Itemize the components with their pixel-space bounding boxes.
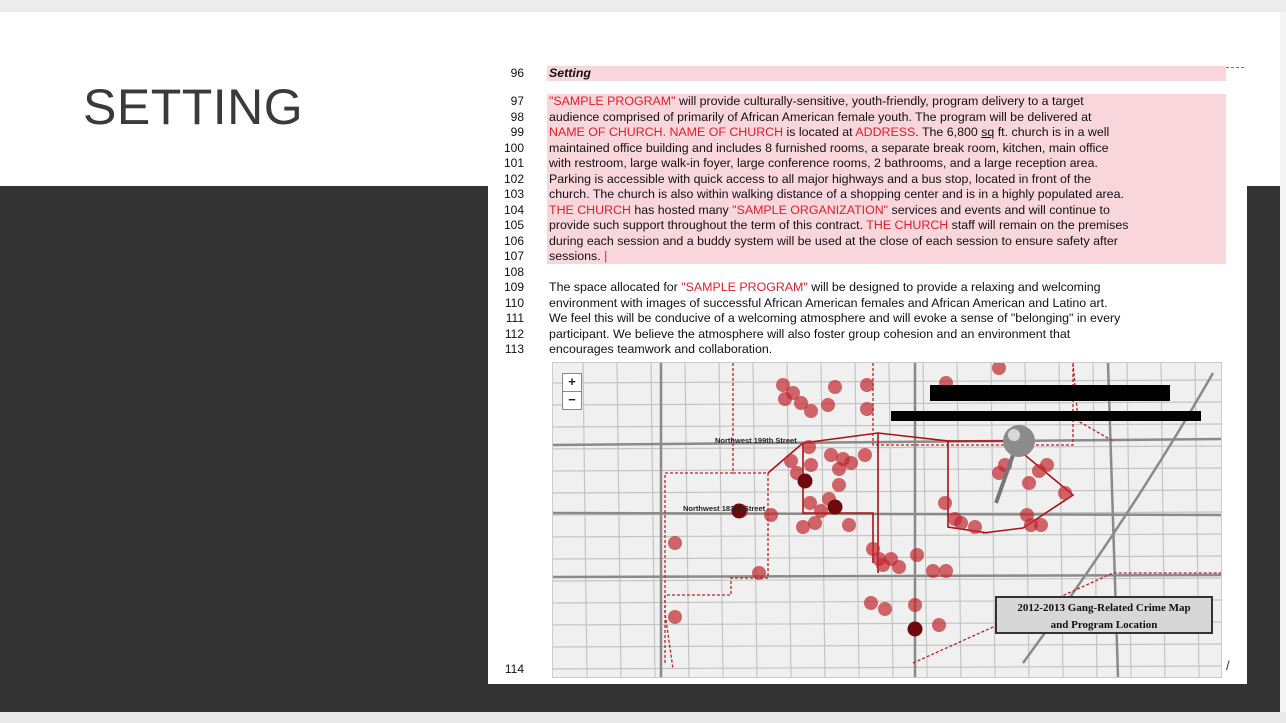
text-line: church. The church is also within walking distance of a shopping center and is in a highly populated area. xyxy=(549,187,1124,201)
crime-dot xyxy=(832,478,846,492)
crime-dot xyxy=(828,500,843,515)
line-number: 100 xyxy=(503,140,524,155)
line-number: 106 xyxy=(503,233,524,248)
crime-dot xyxy=(804,404,818,418)
redaction-bar xyxy=(891,411,1201,421)
crime-dot xyxy=(796,520,810,534)
slide-title: SETTING xyxy=(83,79,304,135)
text-line: encourages teamwork and collaboration. xyxy=(549,342,773,356)
line-number: 111 xyxy=(505,311,524,325)
zoom-in-button[interactable]: + xyxy=(562,373,582,392)
line-number: 102 xyxy=(503,171,524,186)
crime-dot xyxy=(864,596,878,610)
text-line: The space allocated for "SAMPLE PROGRAM" will be designed to provide a relaxing and welcoming xyxy=(549,280,1101,294)
text-line: "SAMPLE PROGRAM" will provide culturally-sensitive, youth-friendly, program delivery to a target xyxy=(549,94,1084,108)
line-number: 104 xyxy=(503,202,524,217)
map-legend xyxy=(995,596,1213,634)
crime-dot xyxy=(814,504,828,518)
text-line: We feel this will be conducive of a welcoming atmosphere and will evoke a sense of "belonging" in every xyxy=(549,311,1121,325)
line-end-mark: / xyxy=(1226,658,1230,673)
crime-dot xyxy=(1022,476,1036,490)
crime-dot xyxy=(1058,486,1072,500)
crime-dot xyxy=(804,458,818,472)
crime-dot xyxy=(954,516,968,530)
legend-subtitle: and Program Location xyxy=(1050,619,1158,631)
line-number: 96 xyxy=(510,66,524,80)
text-line: participant. We believe the atmosphere will also foster group cohesion and an environment that xyxy=(549,326,1071,341)
crime-dot xyxy=(802,440,816,454)
crime-dot xyxy=(1040,458,1054,472)
legend-title: 2012-2013 Gang-Related Crime Map xyxy=(1017,602,1191,614)
line-number: 113 xyxy=(504,342,524,356)
crime-dot xyxy=(798,474,813,489)
crime-dot xyxy=(1034,518,1048,532)
section-heading: Setting xyxy=(549,66,591,80)
vertical-scrollbar[interactable] xyxy=(1280,12,1286,712)
line-number: 97 xyxy=(510,94,524,108)
line-number: 114 xyxy=(504,662,524,676)
street-label: Northwest 183rd Street xyxy=(683,504,766,513)
highlight-setting xyxy=(547,66,1226,81)
line-number: 108 xyxy=(503,264,524,279)
text-line: sessions. | xyxy=(549,249,608,263)
line-number: 110 xyxy=(504,295,524,310)
crime-dot xyxy=(908,622,923,637)
text-line: environment with images of successful African American females and African American and Latino art. xyxy=(549,295,1108,310)
text-line: NAME OF CHURCH. NAME OF CHURCH is located at ADDRESS. The 6,800 sq ft. church is in a well xyxy=(549,125,1110,139)
crime-dot xyxy=(764,508,778,522)
text-line: with restroom, large walk-in foyer, large conference rooms, 2 bathrooms, and a large reception area. xyxy=(549,156,1098,170)
crime-dot xyxy=(938,496,952,510)
crime-dot xyxy=(784,454,798,468)
crime-dot xyxy=(832,462,846,476)
document-image xyxy=(488,48,1247,684)
text-line: provide such support throughout the term of this contract. THE CHURCH staff will remain on the premises xyxy=(549,218,1129,232)
crime-map xyxy=(552,362,1222,678)
street-label: Northwest 199th Street xyxy=(715,436,797,445)
line-number: 103 xyxy=(503,187,524,201)
crime-dot xyxy=(892,560,906,574)
text-line: audience comprised of primarily of African American female youth. The program will be delivered at xyxy=(549,109,1092,124)
redaction-bar xyxy=(930,385,1170,401)
crime-dot xyxy=(828,380,842,394)
crime-dot xyxy=(926,564,940,578)
crime-dot xyxy=(878,602,892,616)
line-number: 98 xyxy=(510,109,524,124)
crime-dot xyxy=(824,448,838,462)
text-line: THE CHURCH has hosted many "SAMPLE ORGANIZATION" services and events and will continue to xyxy=(549,202,1110,217)
zoom-out-button[interactable]: − xyxy=(562,391,582,410)
crime-dot xyxy=(668,536,682,550)
line-number: 107 xyxy=(503,249,524,263)
crime-dot xyxy=(932,618,946,632)
crime-dot xyxy=(808,516,822,530)
line-number: 109 xyxy=(503,280,524,294)
line-number: 112 xyxy=(504,326,524,341)
crime-dot xyxy=(860,402,874,416)
status-bar xyxy=(0,712,1286,723)
crime-dot xyxy=(939,564,953,578)
crime-dot xyxy=(844,456,858,470)
line-number: 105 xyxy=(503,218,524,232)
crime-dot xyxy=(992,363,1006,375)
text-line: maintained office building and includes 8 furnished rooms, a separate break room, kitchen, main office xyxy=(549,140,1109,155)
crime-dot xyxy=(860,378,874,392)
text-line: during each session and a buddy system will be used at the close of each session to ensure safety after xyxy=(549,233,1118,248)
crime-dot xyxy=(842,518,856,532)
line-number: 101 xyxy=(503,156,524,170)
crime-dot xyxy=(908,598,922,612)
text-line: Parking is accessible with quick access to all major highways and a bus stop, located in front of the xyxy=(549,171,1092,186)
crime-dot xyxy=(910,548,924,562)
crime-dot xyxy=(752,566,766,580)
line-number: 99 xyxy=(510,125,524,139)
crime-dot xyxy=(778,392,792,406)
crime-dot xyxy=(968,520,982,534)
crime-dot xyxy=(858,448,872,462)
crime-dot xyxy=(668,610,682,624)
crime-dot xyxy=(821,398,835,412)
text-cursor: | xyxy=(600,249,608,263)
